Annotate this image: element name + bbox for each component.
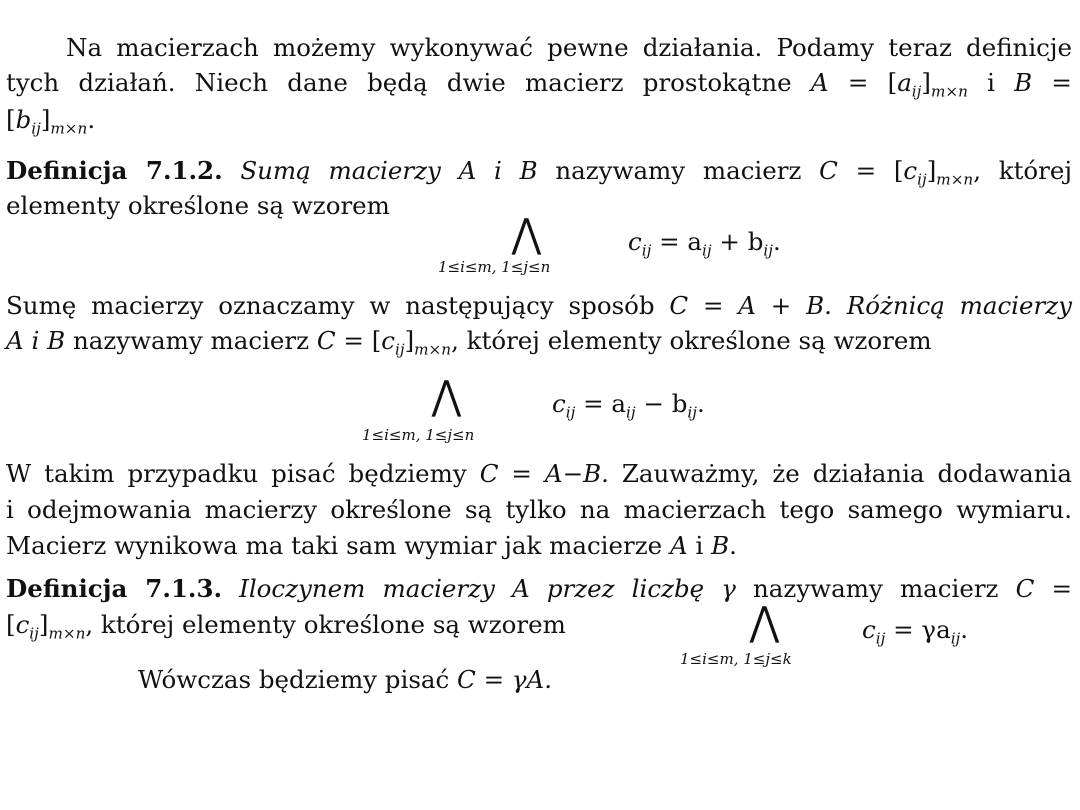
scalar-eq: C = γA. bbox=[457, 665, 553, 694]
definition-label: Definicja 7.1.2. bbox=[6, 156, 223, 185]
def-text-3: Wówczas będziemy pisać bbox=[138, 665, 450, 694]
italic-i: i bbox=[31, 326, 40, 355]
index-range: 1≤i≤m, 1≤j≤n bbox=[362, 426, 475, 444]
def-text: nazywamy macierz bbox=[753, 574, 999, 603]
math-eq: = bbox=[847, 68, 869, 97]
intro-text: Na macierzach możemy wykonywać pewne działania. Podamy teraz definicje bbox=[66, 33, 1072, 62]
diff-text: nazywamy macierz bbox=[72, 326, 310, 355]
diff-eq: C = A−B. bbox=[479, 459, 609, 488]
p3-text-2: i odejmowania macierzy określone są tylko na macierzach tego samego wymiaru. bbox=[6, 495, 1072, 524]
paragraph-intro-line-1 bbox=[6, 32, 1072, 64]
math-eq: = bbox=[1051, 574, 1072, 603]
p3-text-3: Macierz wynikowa ma taki sam wymiar jak macierze bbox=[6, 531, 663, 560]
scalar-equation: $c_{ij} = \gamma a_{ij}$. bbox=[862, 615, 969, 648]
p3-text-b: Zauważmy, że działania dodawania bbox=[621, 459, 1073, 488]
sum-equation: $c_{ij} = a_{ij} + b_{ij}$. bbox=[628, 227, 781, 260]
sum-notation-line-2 bbox=[6, 325, 1072, 360]
math-B-def: $[b_{ij}]_{m\times n}$. bbox=[6, 105, 96, 138]
math-C-def: $C = [c_{ij}]_{m\times n}$ bbox=[316, 326, 452, 359]
period: . bbox=[729, 531, 737, 560]
paragraph-3-line-2 bbox=[6, 494, 1072, 526]
math-A-def: $[a_{ij}]_{m\times n}$ bbox=[887, 68, 968, 101]
definition-label: Definicja 7.1.3. bbox=[6, 574, 223, 603]
conj-i: i bbox=[695, 531, 704, 560]
math-C: C bbox=[1015, 574, 1035, 603]
paragraph-intro-line-3 bbox=[6, 104, 1072, 139]
difference-equation: $c_{ij} = a_{ij} - b_{ij}$. bbox=[552, 389, 705, 422]
paragraph-intro-line-2 bbox=[6, 67, 1072, 102]
sum-text: Sumę macierzy oznaczamy w następujący sposób bbox=[6, 291, 655, 320]
formula-sum bbox=[0, 210, 1080, 280]
math-B: B bbox=[519, 156, 538, 185]
diff-text-end: , której elementy określone są wzorem bbox=[451, 326, 932, 355]
math-A: A bbox=[810, 68, 829, 97]
def-italic-i: i bbox=[494, 156, 502, 185]
math-A: A bbox=[458, 156, 477, 185]
math-A: A bbox=[669, 531, 688, 560]
definition-7-1-2-line-1 bbox=[6, 155, 1072, 190]
math-B: B bbox=[711, 531, 730, 560]
def-text: nazywamy macierz bbox=[555, 156, 802, 185]
big-wedge-symbol: ⋀ bbox=[431, 373, 462, 419]
def-text-2: elementy określone są wzorem bbox=[6, 191, 390, 220]
paragraph-3-line-3 bbox=[6, 530, 1072, 562]
def-italic: Sumą macierzy bbox=[240, 156, 441, 185]
paragraph-3-line-1 bbox=[6, 458, 1072, 490]
formula-difference bbox=[0, 372, 1080, 452]
intro-text-2: tych działań. Niech dane będą dwie macierz prostokątne bbox=[6, 68, 792, 97]
diff-italic: Różnicą macierzy bbox=[846, 291, 1072, 320]
math-C-def: $C = [c_{ij}]_{m\times n}$, której bbox=[819, 156, 1072, 189]
index-range: 1≤i≤m, 1≤j≤n bbox=[438, 258, 551, 276]
index-range: 1≤i≤m, 1≤j≤k bbox=[680, 650, 792, 668]
p3-text: W takim przypadku pisać będziemy bbox=[6, 459, 467, 488]
math-C-def: $[c_{ij}]_{m\times n}$ bbox=[6, 610, 86, 643]
def-text-2: , której elementy określone są wzorem bbox=[85, 610, 566, 639]
math-A: A bbox=[6, 326, 24, 355]
sum-notation-line-1 bbox=[6, 290, 1072, 322]
math-B: B bbox=[47, 326, 66, 355]
def-italic: Iloczynem macierzy A przez liczbę γ bbox=[239, 574, 736, 603]
math-B: B bbox=[1014, 68, 1033, 97]
conj-i: i bbox=[987, 68, 995, 97]
math-eq-2: = bbox=[1051, 68, 1072, 97]
big-wedge-symbol: ⋀ bbox=[749, 599, 780, 645]
sum-eq: C = A + B. bbox=[669, 291, 832, 320]
big-wedge-symbol: ⋀ bbox=[511, 211, 542, 257]
definition-7-1-3-line-3 bbox=[138, 664, 738, 696]
